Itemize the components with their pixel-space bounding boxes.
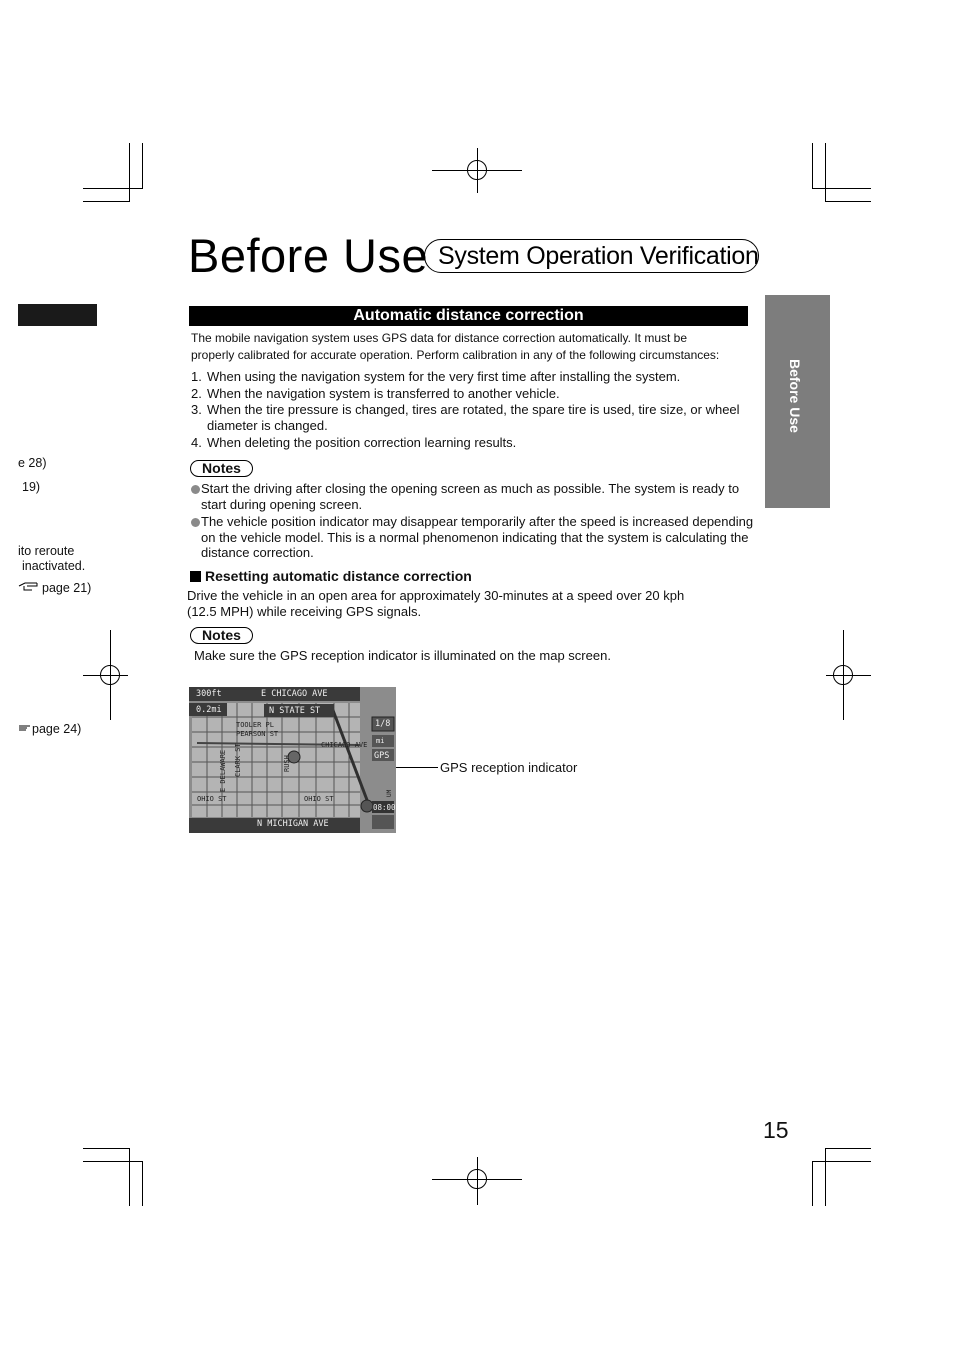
map-scale-unit: mi bbox=[376, 737, 385, 745]
map-street-bottom: N MICHIGAN AVE bbox=[257, 819, 329, 829]
map-street-second: N STATE ST bbox=[269, 706, 321, 716]
crop-mark bbox=[83, 188, 143, 189]
map-label: OHIO ST bbox=[304, 795, 334, 803]
left-page-fragment: page 21) bbox=[18, 581, 91, 595]
intro-line: properly calibrated for accurate operation. Perform calibration in any of the following circumstances: bbox=[191, 348, 720, 362]
crop-mark bbox=[812, 143, 813, 189]
list-item: The vehicle position indicator may disappear temporarily after the speed is increased depending on the vehicle model. This is a normal phenomenon indicating that the system is calculating the distance correction. bbox=[191, 514, 757, 561]
body-line: Drive the vehicle in an open area for approximately 30-minutes at a speed over 20 kph bbox=[187, 588, 685, 603]
chapter-tab bbox=[765, 295, 830, 508]
subsection-body bbox=[187, 588, 747, 619]
section-heading: Automatic distance correction bbox=[189, 306, 748, 326]
crop-mark bbox=[142, 143, 143, 189]
map-clock: 08:00 bbox=[373, 803, 396, 812]
left-page-tab-fragment bbox=[18, 304, 97, 326]
page-number: 15 bbox=[763, 1117, 789, 1143]
crop-mark bbox=[812, 1161, 871, 1162]
page-subtitle: System Operation Verification bbox=[424, 239, 759, 273]
map-label: RUSH bbox=[283, 755, 291, 772]
map-label: CHICAGO AVE bbox=[321, 741, 368, 749]
intro-line: The mobile navigation system uses GPS data for distance correction automatically. It must be bbox=[191, 331, 688, 345]
list-item: 1. When using the navigation system for the very first time after installing the system. bbox=[191, 369, 681, 384]
callout-label: GPS reception indicator bbox=[440, 760, 578, 775]
crop-mark bbox=[83, 1148, 130, 1149]
note-text: Make sure the GPS reception indicator is illuminated on the map screen. bbox=[194, 648, 611, 663]
chapter-tab-label: Before Use bbox=[787, 359, 803, 433]
square-bullet-icon bbox=[190, 571, 201, 582]
registration-circle bbox=[833, 665, 853, 685]
list-item: 3. When the tire pressure is changed, tires are rotated, the spare tire is used, tire size, or wheel diameter is changed. bbox=[191, 402, 740, 433]
map-street-top: E CHICAGO AVE bbox=[261, 689, 328, 699]
left-page-fragment: ito reroute bbox=[18, 544, 75, 558]
map-label: UM bbox=[386, 789, 393, 797]
list-item: 4. When deleting the position correction learning results. bbox=[191, 434, 517, 450]
crop-mark bbox=[825, 1148, 826, 1206]
body-line: (12.5 MPH) while receiving GPS signals. bbox=[187, 603, 422, 619]
left-page-fragment: e 28) bbox=[18, 456, 47, 470]
registration-circle bbox=[467, 1169, 487, 1189]
crop-mark bbox=[825, 201, 871, 202]
left-page-fragment: 19) bbox=[22, 480, 41, 494]
crop-mark bbox=[142, 1161, 143, 1206]
list-item: Start the driving after closing the opening screen as much as possible. The system is ready to start during opening screen. bbox=[191, 481, 757, 512]
navigation-map-screenshot bbox=[189, 687, 396, 833]
left-page-fragment: page 24) bbox=[18, 722, 81, 736]
crop-mark bbox=[825, 1148, 871, 1149]
map-scale: 1/8 bbox=[375, 719, 391, 729]
bullet-icon bbox=[191, 485, 200, 494]
crop-mark bbox=[825, 143, 826, 202]
map-label: PEARSON ST bbox=[236, 730, 279, 738]
map-label: CLARK ST bbox=[234, 743, 242, 777]
callout-line bbox=[396, 767, 438, 768]
pointing-hand-icon bbox=[18, 722, 32, 736]
crop-mark bbox=[83, 1161, 143, 1162]
crop-mark bbox=[129, 143, 130, 202]
crop-mark bbox=[812, 1161, 813, 1206]
notes-label: Notes bbox=[190, 627, 253, 644]
crop-mark bbox=[83, 201, 130, 202]
map-distance-top: 300ft bbox=[196, 689, 222, 699]
notes-list bbox=[191, 481, 757, 563]
map-label: TOOLER PL bbox=[236, 721, 274, 729]
gps-reception-indicator: GPS bbox=[374, 751, 390, 761]
subsection-heading: Resetting automatic distance correction bbox=[190, 568, 472, 584]
page-title: Before Use bbox=[188, 229, 429, 282]
list-item: 2. When the navigation system is transferred to another vehicle. bbox=[191, 385, 560, 401]
crop-mark bbox=[129, 1148, 130, 1206]
map-label: E DELAWARE bbox=[219, 749, 227, 792]
notes-label: Notes bbox=[190, 460, 253, 477]
registration-circle bbox=[467, 160, 487, 180]
map-label: OHIO ST bbox=[197, 795, 227, 803]
left-page-fragment: inactivated. bbox=[22, 559, 86, 573]
pointing-hand-icon bbox=[18, 581, 42, 595]
map-distance-second: 0.2mi bbox=[196, 705, 222, 715]
crop-mark bbox=[812, 188, 871, 189]
section-intro bbox=[191, 330, 756, 364]
bullet-icon bbox=[191, 518, 200, 527]
registration-circle bbox=[100, 665, 120, 685]
circumstance-list bbox=[191, 369, 756, 451]
